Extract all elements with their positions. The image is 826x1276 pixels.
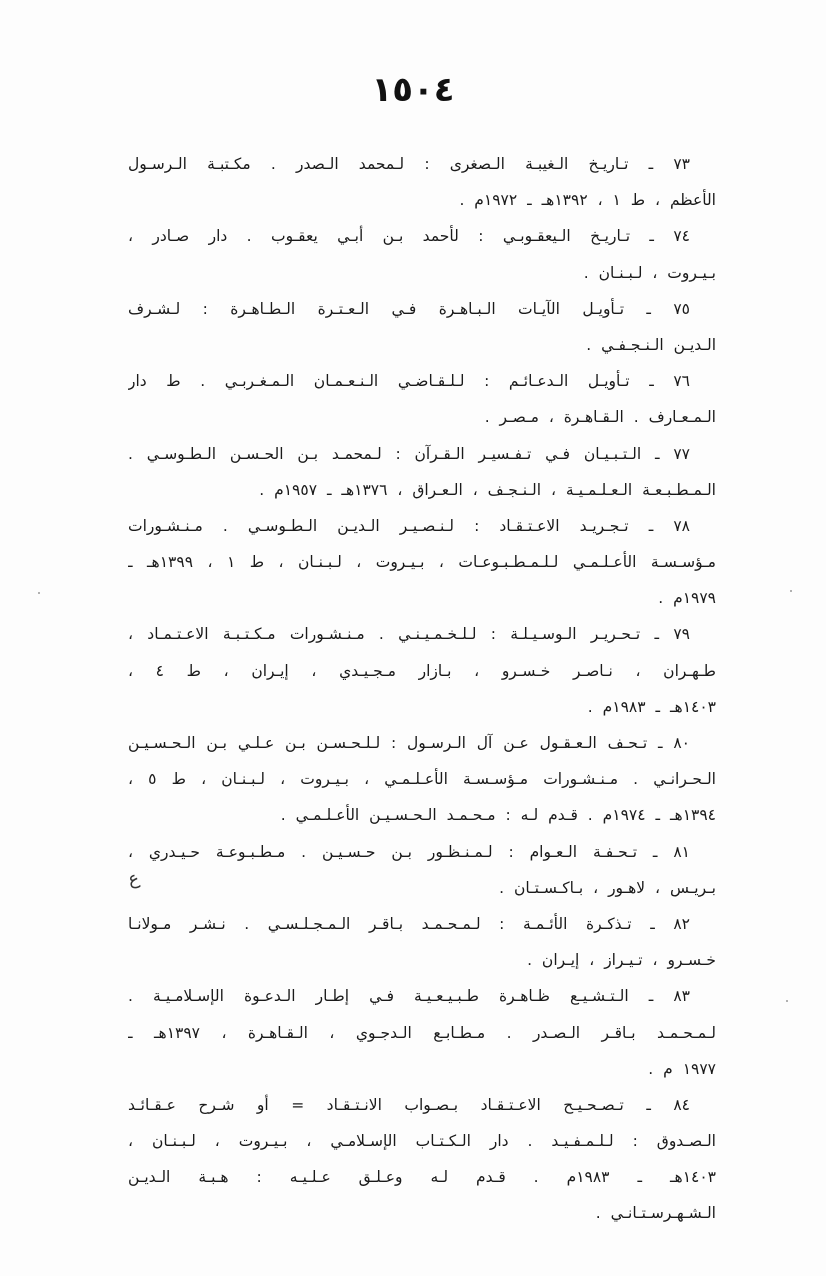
bibliography-entry [128,616,716,725]
entry-continuation-line: الـديـن الـنـجـفـي . [586,335,716,354]
entry-continuation-line: الـمـعـارف . الـقـاهـرة ، مـصـر . [484,408,716,427]
scan-speck [38,592,40,594]
entry-continuation-line: ١٩٧٧ م . [648,1059,716,1078]
entry-continuation-line: الـحـرانـي . مـنـشـورات مـؤسـسـة الأعـلـمـي ، بـيـروت ، لـبـنـان ، ط ٥ ، [128,770,716,789]
entry-first-line: ٨٢ ـ تـذكـرة الأئـمـة : لـمـحـمـد بـاقـر الـمـجـلـسـي . نـشـر مـولانـا [128,914,690,933]
bibliography-entry [128,725,716,834]
handwritten-margin-note: ع [126,867,142,891]
entry-first-line: ٨٣ ـ الـتـشـيـع ظـاهـرة طـبـيـعـيـة فـي إطـار الـدعـوة الإسـلامـيـة . [128,987,690,1006]
entry-continuation-line: لـمـحـمـد بـاقـر الـصـدر . مـطـابـع الـدجـوي ، الـقـاهـرة ، ١٣٩٧هـ ـ [128,1023,716,1042]
entry-continuation-line: الأعظم ، ط ١ ، ١٣٩٢هـ ـ ١٩٧٢م . [459,191,716,210]
scan-speck [790,590,792,592]
entry-continuation-line: الـشـهـرسـتـانـي . [595,1204,716,1223]
bibliography-entry [128,218,716,290]
bibliography-entry [128,1087,716,1232]
entry-first-line: ٨٠ ـ تـحـف الـعـقـول عـن آل الـرسـول : لـلـحـسـن بـن عـلـي بـن الـحـسـيـن [128,734,690,752]
entry-first-line: ٧٦ ـ تـأويـل الـدعـائـم : لـلـقـاضـي الـنـعـمـان الـمـغـربـي . ط دار [128,372,690,391]
entry-first-line: ٨٤ ـ تـصـحـيـح الاعـتـقـاد بـصـواب الانـتـقـاد = أو شـرح عـقـائـد [128,1095,690,1114]
entry-continuation-line: ١٤٠٣هـ ـ ١٩٨٣م . [587,697,716,716]
entry-continuation-line: خـسـرو ، تـيـراز ، إيـران . [527,951,716,970]
bibliography-entry [128,146,716,218]
bibliography-entry [128,508,716,617]
entry-continuation-line: ١٤٠٣هـ ـ ١٩٨٣م . قـدم لـه وعـلـق عـلـيـه : هـبـة الـديـن [128,1168,716,1187]
bibliography-entry [128,291,716,363]
bibliography-entry [128,978,716,1087]
bibliography-entry [128,834,716,906]
entry-first-line: ٧٥ ـ تـأويـل الآيـات الـبـاهـرة فـي الـعـتـرة الـطـاهـرة : لـشـرف [128,299,690,318]
bibliography-entry [128,906,716,978]
entry-continuation-line: بـريـس ، لاهـور ، بـاكـسـتـان . [499,878,716,897]
entry-first-line: ٧٩ ـ تـحـريـر الـوسـيـلـة : لـلـخـمـيـنـي . مـنـشـورات مـكـتـبـة الاعـتـمـاد ، [128,625,690,644]
entry-continuation-line: ١٩٧٩م . [658,589,716,608]
page-number: ١٥٠٤ [371,70,455,110]
entry-continuation-line: بـيـروت ، لـبـنـان . [583,263,716,282]
entry-continuation-line: طـهـران ، نـاصـر خـسـرو ، بـازار مـجـيـدي ، إيـران ، ط ٤ ، [128,661,716,680]
bibliography-entry [128,436,716,508]
entry-first-line: ٨١ ـ تـحـفـة الـعـوام : لـمـنـظـور بـن حـسـيـن . مـطـبـوعـة حـيـدري ، [128,842,690,861]
entry-first-line: ٧٨ ـ تـجـريـد الاعـتـقـاد : لـنـصـيـر الـديـن الـطـوسـي . مـنـشـورات [128,516,690,535]
entry-first-line: ٧٣ ـ تـاريـخ الـغيبـة الـصغرى : لـمحمد الـصدر . مكـتبـة الـرسـول [128,155,690,173]
scan-speck [786,1000,788,1002]
entry-first-line: ٧٧ ـ الـتـبـيـان فـي تـفـسيـر الـقـرآن : لـمحمـد بـن الحـسـن الـطـوسـي . [128,444,690,463]
bibliography-list [128,146,716,1232]
entry-continuation-line: الـصـدوق : لـلـمـفـيـد . دار الـكـتـاب الإسـلامـي ، بـيـروت ، لـبـنـان ، [128,1132,716,1151]
bibliography-entry [128,363,716,435]
entry-continuation-line: ١٣٩٤هـ ـ ١٩٧٤م . قـدم لـه : مـحـمـد الـحـسـيـن الأعـلـمـي . [280,806,716,825]
entry-first-line: ٧٤ ـ تـاريـخ الـيعقـوبـي : لأحمد بـن أبـي يعقـوب . دار صـادر ، [128,227,690,246]
entry-continuation-line: الـمـطـبـعـة الـعـلـمـيـة ، الـنـجـف ، الـعـراق ، ١٣٧٦هـ ـ ١٩٥٧م . [259,480,716,499]
entry-continuation-line: مـؤسـسـة الأعـلـمـي لـلـمـطـبـوعـات ، بـيـروت ، لـبـنـان ، ط ١ ، ١٣٩٩هـ ـ [128,553,716,572]
